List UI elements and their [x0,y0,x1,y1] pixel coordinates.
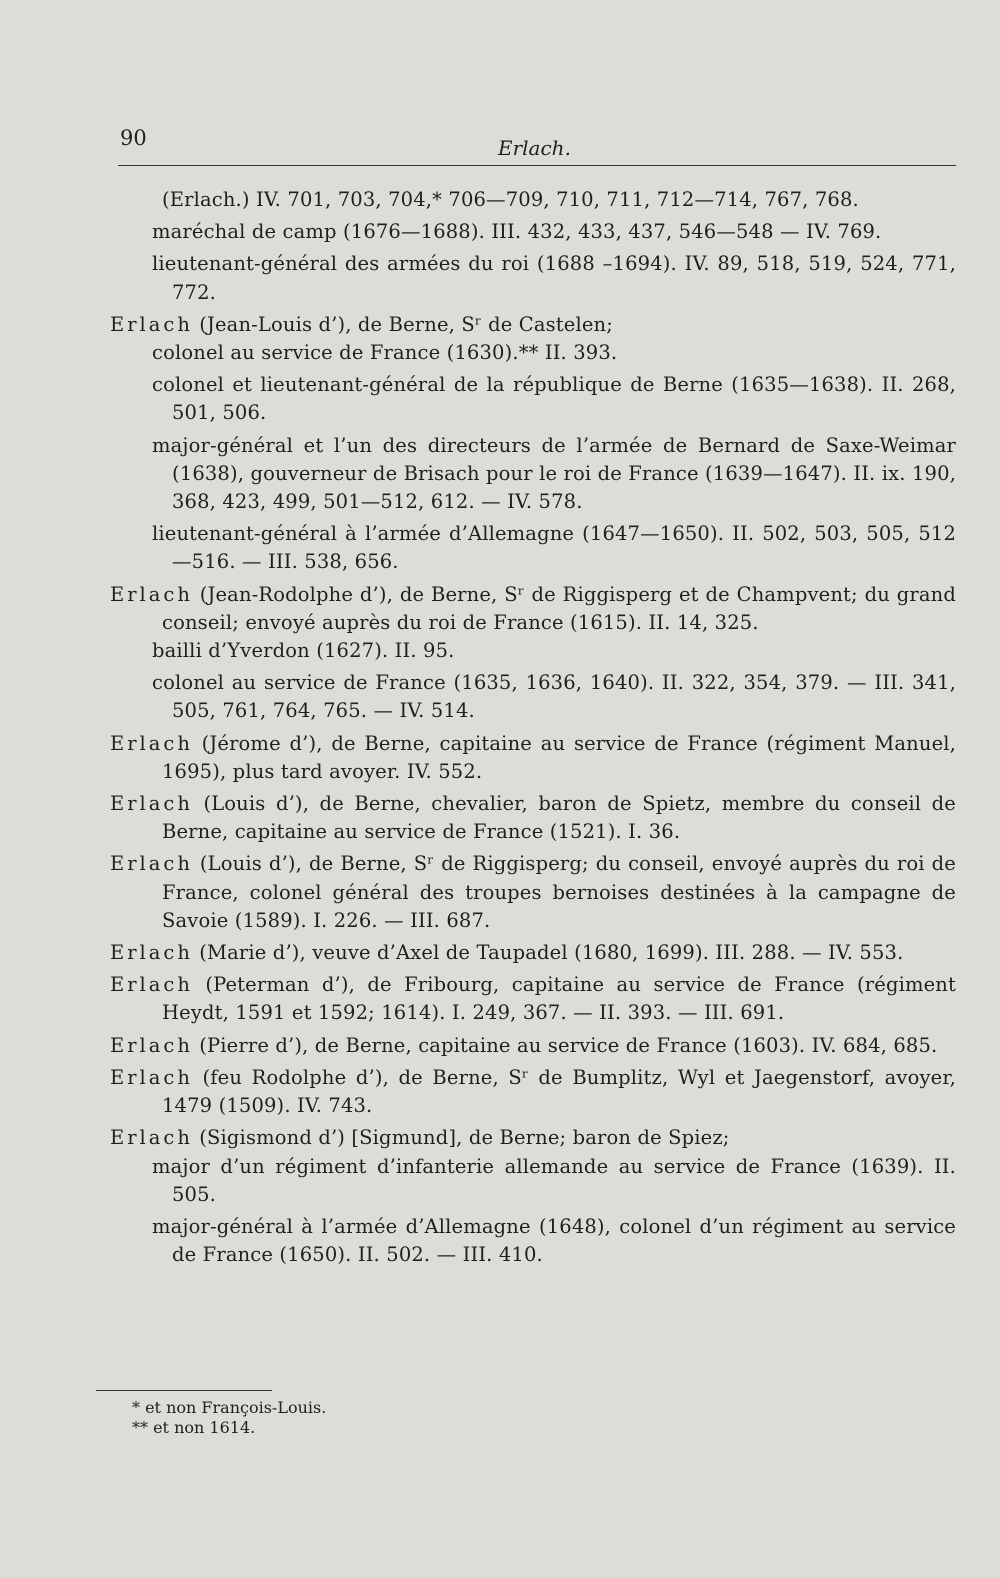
index-entry [110,850,956,935]
entry-head-text: (Pierre d’), de Berne, capitaine au service de France (1603). IV. 684, 685. [199,1033,938,1057]
entry-name: Erlach [110,312,193,336]
entry-line: major d’un régiment d’infanterie allemande au service de France (1639). II. 505. [152,1154,956,1206]
entry-head-text: (Marie d’), veuve d’Axel de Taupadel (1680, 1699). III. 288. — IV. 553. [199,941,904,965]
entry-head-text: (Jérome d’), de Berne, capitaine au service de France (régiment Manuel, 1695), plus tard avoyer. IV. 552. [162,731,956,783]
entry-heading [110,1032,956,1060]
entry-line: lieutenant-général des armées du roi (1688 –1694). IV. 89, 518, 519, 524, 771, 772. [152,252,956,304]
entry-name: Erlach [110,1033,193,1057]
entry-line: bailli d’Yverdon (1627). II. 95. [152,639,455,663]
entry-heading [110,971,956,1027]
entry-line: major-général et l’un des directeurs de l’armée de Bernard de Saxe-Weimar (1638), gouverneur de Brisach pour le roi de France (1639—1647). II. ix. 190, 368, 423, 499, 501—512, 612. — IV. 578. [152,433,956,514]
entry-line: colonel et lieutenant-général de la république de Berne (1635—1638). II. 268, 501, 506. [152,373,956,425]
footnotes [132,1398,326,1438]
entry-head-text: (feu Rodolphe d’), de Berne, Sʳ de Bumplitz, Wyl et Jaegenstorf, avoyer, 1479 (1509). IV. 743. [162,1065,956,1118]
entry-name: Erlach [110,941,193,965]
entry-heading [110,581,956,637]
index-entry [110,1064,956,1120]
entry-heading [110,850,956,935]
index-entries [110,186,956,1273]
index-entry [110,1032,956,1060]
footnote: * et non François-Louis. [132,1398,327,1417]
header-rule [118,165,956,166]
entry-name: Erlach [110,1065,193,1089]
entry-name: Erlach [110,731,193,755]
entry-line: colonel au service de France (1630).** II. 393. [152,341,618,365]
entry-head-text: (Louis d’), de Berne, Sʳ de Riggisperg; du conseil, envoyé auprès du roi de France, colonel général des troupes bernoises destinées à la campagne de Savoie (1589). I. 226. — III. 687. [162,852,956,932]
entry-heading [110,939,956,967]
entry-head-text: (Jean-Rodolphe d’), de Berne, Sʳ de Riggisperg et de Champvent; du grand conseil; envoyé auprès du roi de France (1615). II. 14, 325. [162,582,956,634]
entry-heading [110,790,956,846]
entry-line: lieutenant-général à l’armée d’Allemagne (1647—1650). II. 502, 503, 505, 512—516. — III. 538, 656. [152,522,956,574]
page-header [0,0,1000,175]
entry-line: (Erlach.) IV. 701, 703, 704,* 706—709, 710, 711, 712—714, 767, 768. [162,188,859,211]
running-head: Erlach. [498,136,571,160]
index-entry [110,730,956,786]
entry-heading [110,730,956,786]
entry-name: Erlach [110,852,193,876]
entry-heading [110,311,956,339]
index-entry [110,311,956,577]
index-entry [110,1124,956,1269]
entry-heading [110,1124,956,1152]
entry-head-text: (Louis d’), de Berne, chevalier, baron de Spietz, membre du conseil de Berne, capitaine au service de France (1521). I. 36. [162,792,956,844]
entry-line: major-général à l’armée d’Allemagne (1648), colonel d’un régiment au service de France (1650). II. 502. — III. 410. [152,1214,956,1267]
index-entry [110,581,956,726]
footnote: ** et non 1614. [132,1418,256,1437]
index-entry [110,971,956,1027]
index-entry [110,790,956,846]
entry-head-text: (Peterman d’), de Fribourg, capitaine au service de France (régiment Heydt, 1591 et 1592; 1614). I. 249, 367. — II. 393. — III. 691. [162,973,956,1025]
entry-line: maréchal de camp (1676—1688). III. 432, 433, 437, 546—548 — IV. 769. [152,220,882,244]
entry-line: colonel au service de France (1635, 1636, 1640). II. 322, 354, 379. — III. 341, 505, 761, 764, 765. — IV. 514. [152,671,956,723]
entry-name: Erlach [110,582,193,606]
entry-head-text: (Jean-Louis d’), de Berne, Sʳ de Castelen; [199,312,613,336]
page-number: 90 [120,126,147,150]
entry-head-text: (Sigismond d’) [Sigmund], de Berne; baron de Spiez; [199,1126,730,1150]
footnote-rule [96,1390,272,1391]
index-entry [110,939,956,967]
entry-heading [110,1064,956,1120]
entry-name: Erlach [110,1126,193,1150]
index-entry-continuation [110,186,956,307]
entry-name: Erlach [110,973,193,997]
entry-name: Erlach [110,792,193,816]
